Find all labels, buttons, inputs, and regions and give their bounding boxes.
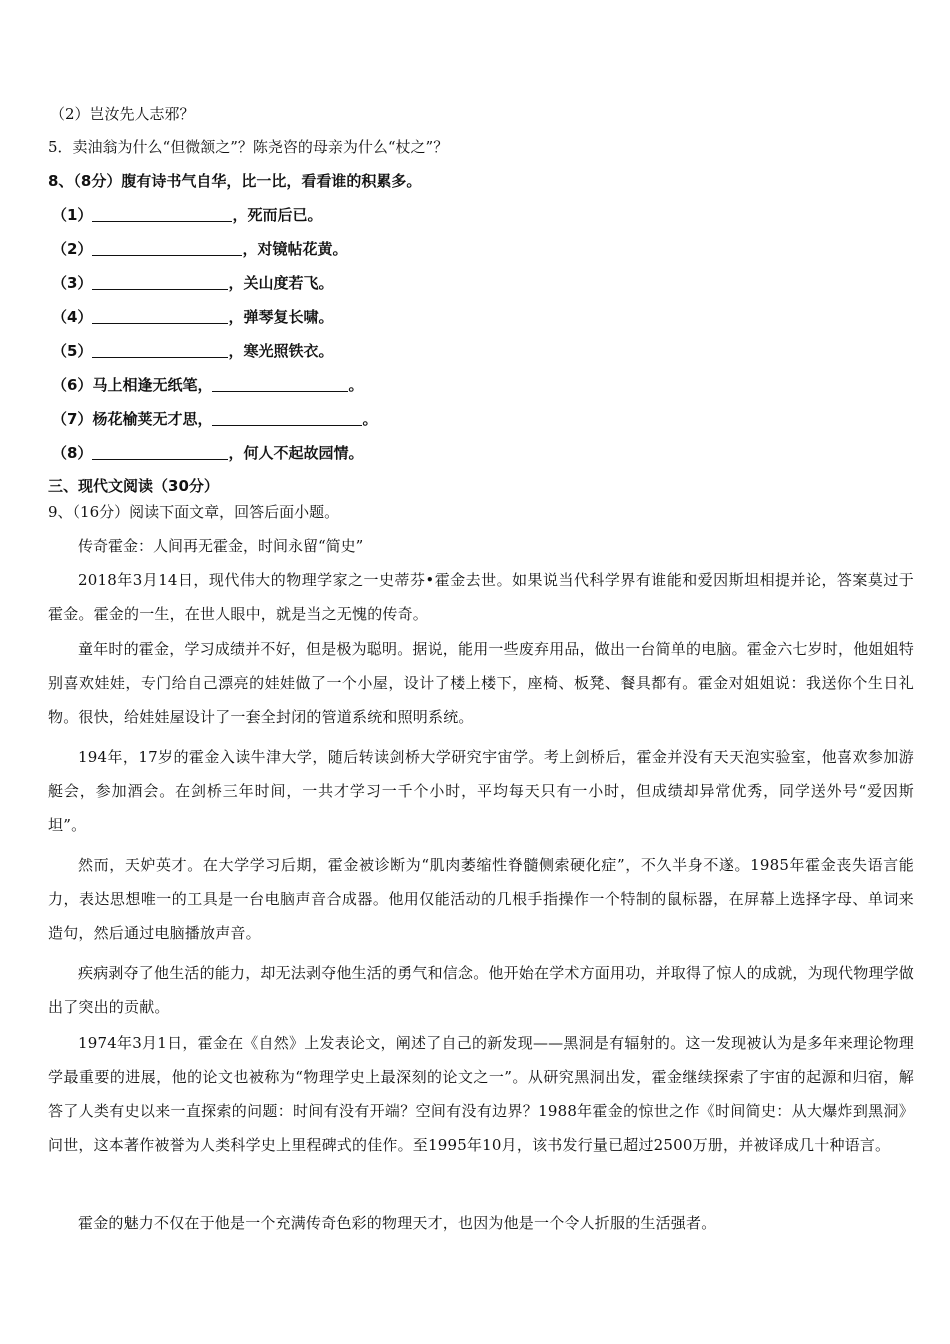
q8-title: 8、（8分）腹有诗书气自华，比一比，看看谁的积累多。 [48, 172, 422, 190]
poem-text: ，关山度若飞。 [228, 274, 334, 292]
answer-blank[interactable] [92, 207, 232, 222]
q9-line: 9、（16分）阅读下面文章，回答后面小题。 [48, 503, 340, 521]
poem-number: （8） [52, 444, 93, 462]
poem-number: （3） [52, 274, 93, 292]
answer-blank[interactable] [92, 343, 228, 358]
poem-text: ，弹琴复长啸。 [228, 308, 334, 326]
answer-blank[interactable] [92, 275, 228, 290]
article-paragraph: 194年，17岁的霍金入读牛津大学，随后转读剑桥大学研究宇宙学。考上剑桥后，霍金并没有天天泡实验室，他喜欢参加游艇会，参加酒会。在剑桥三年时间，一共才学习一千个小时，平均每天只有一小时，但成绩却异常优秀，同学送外号“爱因斯坦”。 [48, 748, 914, 834]
poem-text: ，对镜帖花黄。 [242, 240, 348, 258]
poem-item [52, 443, 363, 463]
article-paragraph: 童年时的霍金，学习成绩并不好，但是极为聪明。据说，能用一些废弃用品，做出一台简单的电脑。霍金六七岁时，他姐姐特别喜欢娃娃，专门给自己漂亮的娃娃做了一个小屋，设计了楼上楼下，座椅、板凳、餐具都有。霍金对姐姐说：我送你个生日礼物。很快，给娃娃屋设计了一套全封闭的管道系统和照明系统。 [48, 640, 915, 726]
article-paragraph: 疾病剥夺了他生活的能力，却无法剥夺他生活的勇气和信念。他开始在学术方面用功，并取得了惊人的成就，为现代物理学做出了突出的贡献。 [48, 964, 915, 1016]
answer-blank[interactable] [92, 309, 228, 324]
article-paragraph: 2018年3月14日，现代伟大的物理学家之一史蒂芬•霍金去世。如果说当代科学界有谁能和爱因斯坦相提并论，答案莫过于霍金。霍金的一生，在世人眼中，就是当之无愧的传奇。 [48, 571, 914, 623]
poem-number: （1） [52, 206, 93, 224]
poem-number: （7） [52, 410, 93, 428]
answer-blank[interactable] [92, 445, 228, 460]
poem-item [52, 273, 333, 293]
poem-item [52, 307, 333, 327]
answer-blank[interactable] [212, 377, 348, 392]
poem-number: （2） [52, 240, 93, 258]
poem-text: ，何人不起故园情。 [228, 444, 364, 462]
poem-number: （5） [52, 342, 93, 360]
article-title: 传奇霍金：人间再无霍金，时间永留“简史” [78, 537, 364, 555]
poem-number: （4） [52, 308, 93, 326]
poem-item [52, 409, 377, 429]
poem-item [52, 239, 347, 259]
poem-item [52, 341, 333, 361]
article-paragraph: 霍金的魅力不仅在于他是一个充满传奇色彩的物理天才，也因为他是一个令人折服的生活强者。 [78, 1214, 717, 1232]
article-paragraph: 1974年3月1日，霍金在《自然》上发表论文，阐述了自己的新发现——黑洞是有辐射的。这一发现被认为是多年来理论物理学最重要的进展，他的论文也被称为“物理学史上最深刻的论文之一”。从研究黑洞出发，霍金继续探索了宇宙的起源和归宿，解答了人类有史以来一直探索的问题：时间有没有开端？空间有没有边界？1988年霍金的惊世之作《时间简史：从大爆炸到黑洞》问世，这本著作被誉为人类科学史上里程碑式的佳作。至1995年10月，该书发行量已超过2500万册，并被译成几十种语言。 [48, 1034, 914, 1154]
poem-item [52, 205, 322, 225]
section-heading: 三、现代文阅读（30分） [48, 477, 219, 495]
article-paragraph: 然而，天妒英才。在大学学习后期，霍金被诊断为“肌肉萎缩性脊髓侧索硬化症”，不久半身不遂。1985年霍金丧失语言能力，表达思想唯一的工具是一台电脑声音合成器。他用仅能活动的几根手指操作一个特制的鼠标器，在屏幕上选择字母、单词来造句，然后通过电脑播放声音。 [48, 856, 914, 942]
answer-blank[interactable] [92, 241, 242, 256]
poem-number: （6） [52, 376, 93, 394]
poem-text: 。 [348, 376, 364, 394]
q4-2-line: （2）岂汝先人志邪？ [50, 105, 195, 123]
poem-text: 马上相逢无纸笔， [92, 376, 213, 394]
poem-text: ，死而后已。 [232, 206, 323, 224]
poem-text: 。 [362, 410, 378, 428]
answer-blank[interactable] [212, 411, 362, 426]
q5-line: 5．卖油翁为什么“但微颔之”？陈尧咨的母亲为什么“杖之”？ [48, 138, 449, 156]
poem-item [52, 375, 363, 395]
poem-text: ，寒光照铁衣。 [228, 342, 334, 360]
poem-text: 杨花榆荚无才思， [92, 410, 213, 428]
